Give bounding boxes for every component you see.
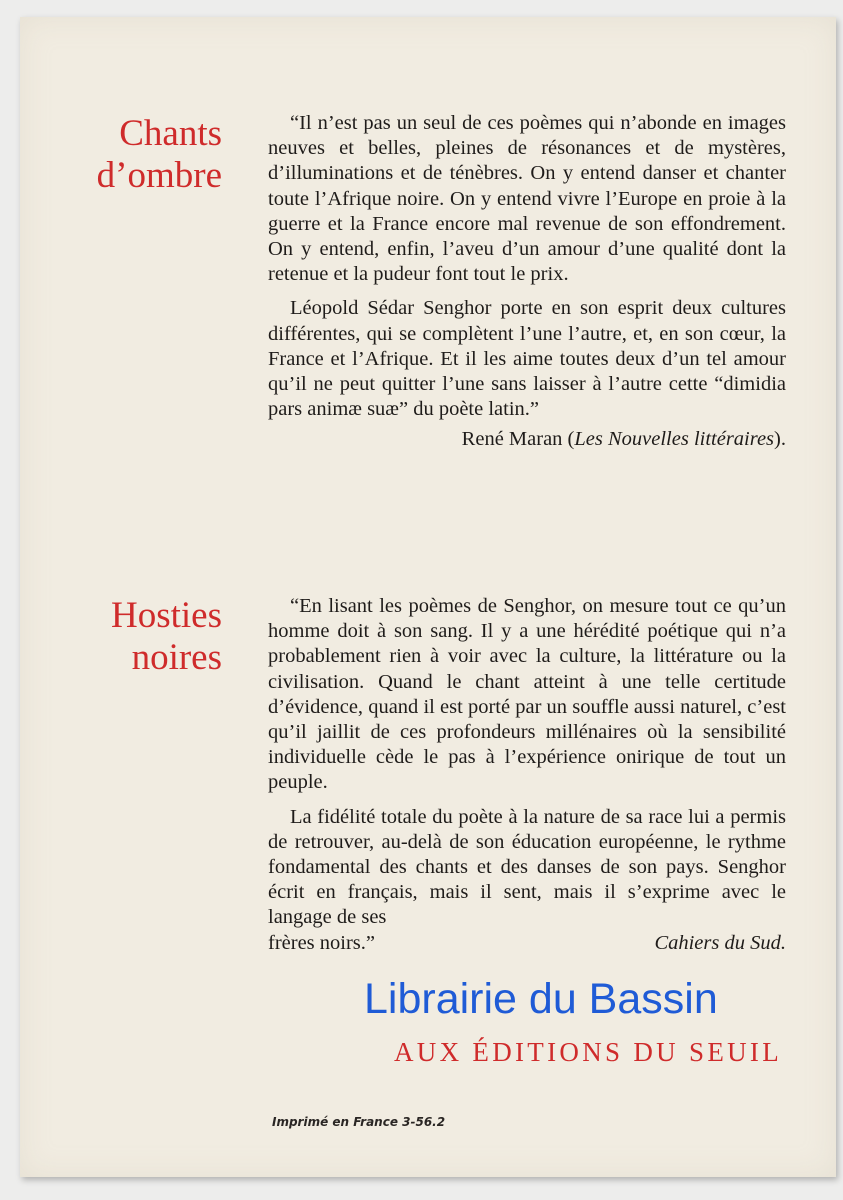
review-last-line [268,931,786,956]
review-block-cahiers [268,594,786,956]
review-attribution [268,427,786,452]
attribution-source: Les Nouvelles littéraires [574,428,775,451]
seller-watermark: Librairie du Bassin [364,975,718,1023]
attribution-author: René Maran ( [461,428,575,451]
section-title-hosties-noires [22,595,222,679]
imprint-line: Imprimé en France 3-56.2 [272,1115,446,1129]
publisher-name: AUX ÉDITIONS DU SEUIL [393,1037,782,1067]
review-paragraph: Léopold Sédar Senghor porte en son esprit deux cultures différentes, qui se complètent l’une l’autre, et, en son cœur, la France et l’Afrique. Et il les aime toutes deux d’un tel amour qu’il ne peut quitter l’une sans laisser à l’autre cette “dimidia pars animæ suæ” du poète latin.” [268,297,786,421]
review-paragraph-end: frères noirs.” [268,931,376,954]
title-line: noires [131,637,222,678]
section-title-chants-dombre [22,113,222,197]
title-line: d’ombre [96,155,222,196]
attribution-source: Cahiers du Sud. [654,931,786,954]
review-paragraph: La fidélité totale du poète à la nature de sa race lui a permis de retrouver, au-delà de son éducation européenne, le rythme fondamental des chants et des danses de son pays. Senghor écrit en français, mais il sent, mais il s’exprime avec le langage de ses [268,805,786,929]
review-paragraph: “En lisant les poèmes de Senghor, on mesure tout ce qu’un homme doit à son sang. Il y a une hérédité poétique qui n’a probablement rien à voir avec la culture, la littérature ou la civilisation. Quand le chant atteint à une telle certitude d’évidence, quand il est porté par un souffle aussi naturel, c’est qu’il jaillit de ces profondeurs millénaires où la sensibilité individuelle cède le pas à l’expérience onirique de tout un peuple. [268,595,786,794]
title-line: Hosties [111,595,222,636]
review-block-maran [268,111,786,453]
review-paragraph: “Il n’est pas un seul de ces poèmes qui n’abonde en images neuves et belles, pleines de résonances et de mystères, d’illuminations et de ténèbres. On y entend danser et chanter toute l’Afrique noire. On y entend vivre l’Europe en proie à la guerre et la France encore mal revenue de son effondrement. On y entend, enfin, l’aveu d’un amour d’une qualité dont la retenue et la pudeur font tout le prix. [268,112,786,286]
attribution-end: ). [774,428,786,451]
title-line: Chants [119,113,222,154]
